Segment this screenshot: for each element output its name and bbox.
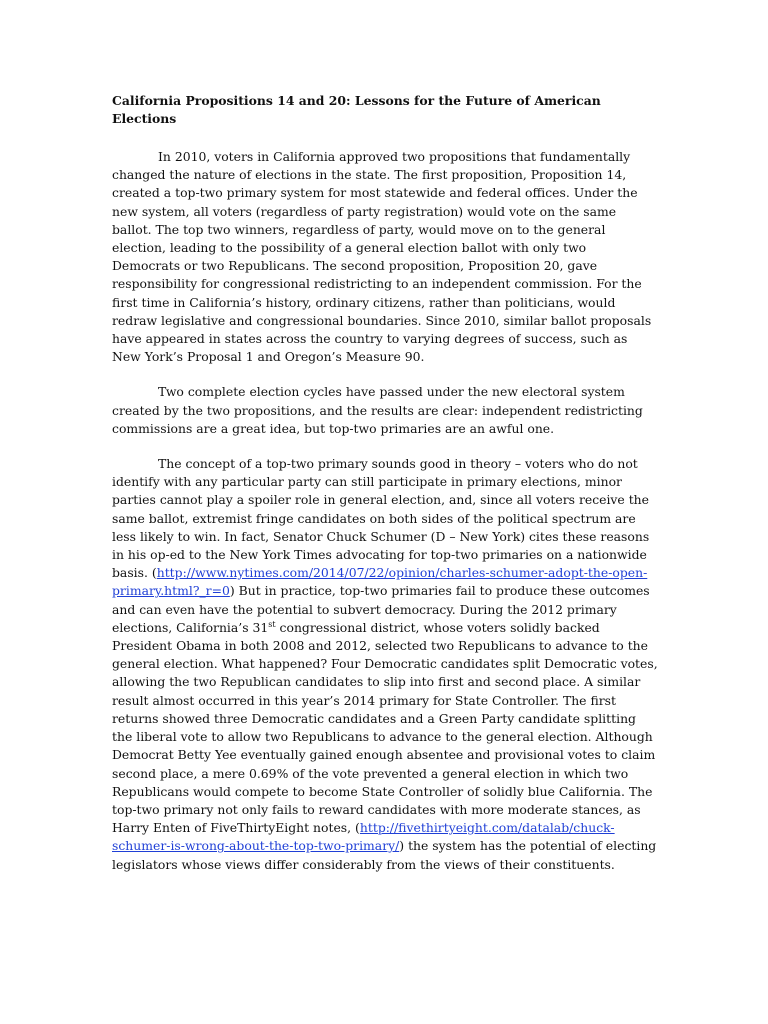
paragraph-3 xyxy=(112,455,658,874)
fivethirtyeight-link[interactable]: http://fivethirtyeight.com/datalab/chuck-schumer-is-wrong-about-the-top-two-primary/ xyxy=(112,820,615,854)
ordinal-superscript: st xyxy=(268,619,276,629)
document-page xyxy=(112,92,658,891)
document-title: California Propositions 14 and 20: Lessons for the Future of American Elections xyxy=(112,93,601,126)
paragraph-3-text-3: congressional district, whose voters solidly backed President Obama in both 2008 and 2012, selected two Republicans to advance to the general election. What happened? Four Democratic candidates split Democratic votes, allowing the two Republican candidates to slip into first and second place. A similar result almost occurred in this year’s 2014 primary for State Controller. The first returns showed three Democratic candidates and a Green Party candidate splitting the liberal vote to allow two Republicans to advance to the general election. Although Democrat Betty Yee eventually gained enough absentee and provisional votes to claim second place, a mere 0.69% of the vote prevented a general election in which two Republicans would compete to become State Controller of solidly blue California. The top-two primary not only fails to reward candidates with more moderate stances, as Harry Enten of FiveThirtyEight notes, ( xyxy=(112,619,658,836)
paragraph-3-text-2: ) But in practice, top-two primaries fail to produce these outcomes and can even have the potential to subvert democracy. During the 2012 primary elections, California’s 31 xyxy=(112,583,650,635)
paragraph-3-text-1: The concept of a top-two primary sounds good in theory – voters who do not identify with any particular party can still participate in primary elections, minor parties cannot play a spoiler role in general election, and, since all voters receive the same ballot, extremist fringe candidates on both sides of the political spectrum are less likely to win. In fact, Senator Chuck Schumer (D – New York) cites these reasons in his op-ed to the New York Times advocating for top-two primaries on a nationwide basis. ( xyxy=(112,456,650,581)
nytimes-link[interactable]: http://www.nytimes.com/2014/07/22/opinion/charles-schumer-adopt-the-open-primary.html?_r=0 xyxy=(112,565,648,599)
paragraph-3-text-4: ) the system has the potential of electing legislators whose views differ considerably from the views of their constituents. xyxy=(112,838,657,872)
paragraph-2: Two complete election cycles have passed under the new electoral system created by the two propositions, and the results are clear: independent redistricting commissions are a great idea, but top-two primaries are an awful one. xyxy=(112,384,643,436)
paragraph-1: In 2010, voters in California approved two propositions that fundamentally changed the nature of elections in the state. The first proposition, Proposition 14, created a top-two primary system for most statewide and federal offices. Under the new system, all voters (regardless of party registration) would vote on the same ballot. The top two winners, regardless of party, would move on to the general election, leading to the possibility of a general election ballot with only two Democrats or two Republicans. The second proposition, Proposition 20, gave responsibility for congressional redistricting to an independent commission. For the first time in California’s history, ordinary citizens, rather than politicians, would redraw legislative and congressional boundaries. Since 2010, similar ballot proposals have appeared in states across the country to varying degrees of success, such as New York’s Proposal 1 and Oregon’s Measure 90. xyxy=(112,149,652,365)
